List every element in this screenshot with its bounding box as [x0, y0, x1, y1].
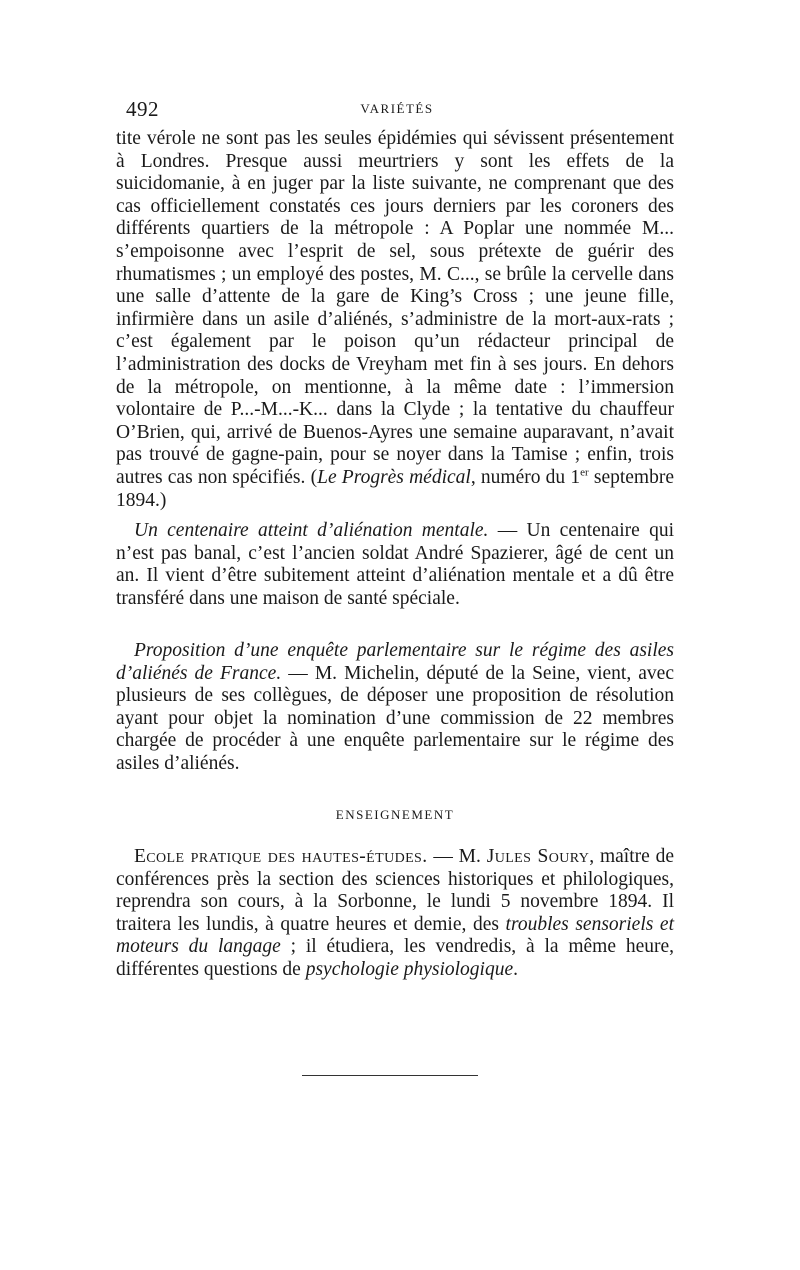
paragraph-teaching [116, 846, 674, 982]
paragraph-heading: Un centenaire atteint d’aliénation mentale. [134, 520, 489, 541]
ordinal-superscript: er [580, 466, 589, 479]
paragraph-parliament [116, 640, 674, 776]
page-header [112, 97, 682, 123]
paragraph-suicides [116, 128, 674, 512]
page-number: 492 [126, 97, 159, 121]
paragraph-body: — Un centenaire qui n’est pas banal, c’est l’ancien soldat André Spazierer, âgé de cent un an. Il vient d’être subitement atteint d’aliénation mentale et a dû être transféré dans une maison de santé spéciale. [116, 520, 675, 609]
issue-text: , numéro du 1 [470, 466, 581, 488]
course-topic: troubles sensoriels et moteurs du langage [116, 913, 674, 958]
paragraph-text [116, 128, 674, 512]
paragraph-text [116, 520, 674, 610]
institution-name: Ecole pratique des hautes-études. [134, 846, 428, 867]
course-subject: psychologie physiologique [305, 958, 514, 980]
paragraph-body: tite vérole ne sont pas les seules épidémies qui sévissent présentement à Londres. Presque aussi meurtriers y sont les effets de la suicidomanie, à en juger par la liste suivante, ne comprenant que des cas officiellement constatés ces jours derniers par les coroners des différents quartiers de la métropole : A Poplar une nommée M... s’empoisonne avec l’esprit de sel, sous prétexte de guérir des rhumatismes ; un employé des postes, M. C..., se brûle la cervelle dans une salle d’attente de la gare de King’s Cross ; une jeune fille, infirmière dans un asile d’aliénés, s’administre de la mort-aux-rats ; c’est également par le poison qu’un rédacteur principal de l’administration des docks de Vreyham met fin à ses jours. En dehors de la métropole, on mentionne, à la même date : l’immersion volontaire de P...-M...-K... dans la Clyde ; la tentative du chauffeur O’Brien, qui, arrivé de Buenos-Ayres une semaine auparavant, n’avait pas trouvé de gagne-pain, pour se noyer dans la Tamise ; enfin, trois autres cas non spécifiés. ( [116, 128, 674, 488]
paragraph-text [116, 640, 674, 776]
closing-period: . [513, 958, 519, 980]
paragraph-heading: Proposition d’une enquête parlementaire sur le régime des asiles d’aliénés de France. [116, 640, 674, 684]
date-text: septembre 1894.) [116, 466, 674, 511]
paragraph-body: , maître de conférences près la section des sciences historiques et philologiques, reprendra son cours, à la Sorbonne, le lundi 5 novembre 1894. Il traitera les lundis, à quatre heures et demie, des [116, 846, 674, 935]
paragraph-body-continued: ; il étudiera, les vendredis, à la même heure, différentes questions de [116, 936, 674, 980]
person-name: Jules Soury [486, 846, 590, 867]
journal-title: Le Progrès médical [317, 466, 471, 488]
end-rule [302, 1075, 478, 1076]
paragraph-centenarian [116, 520, 674, 610]
paragraph-text [116, 846, 674, 982]
dash-text: — M. [427, 846, 487, 867]
paragraph-body: — M. Michelin, député de la Seine, vient, avec plusieurs de ses collègues, de déposer une proposition de résolution ayant pour objet la nomination d’une commission de 22 membres chargée de procéder à une enquête parlementaire sur le régime des asiles d’aliénés. [116, 662, 674, 774]
section-title: ENSEIGNEMENT [335, 807, 455, 822]
running-title: VARIÉTÉS [360, 101, 434, 116]
